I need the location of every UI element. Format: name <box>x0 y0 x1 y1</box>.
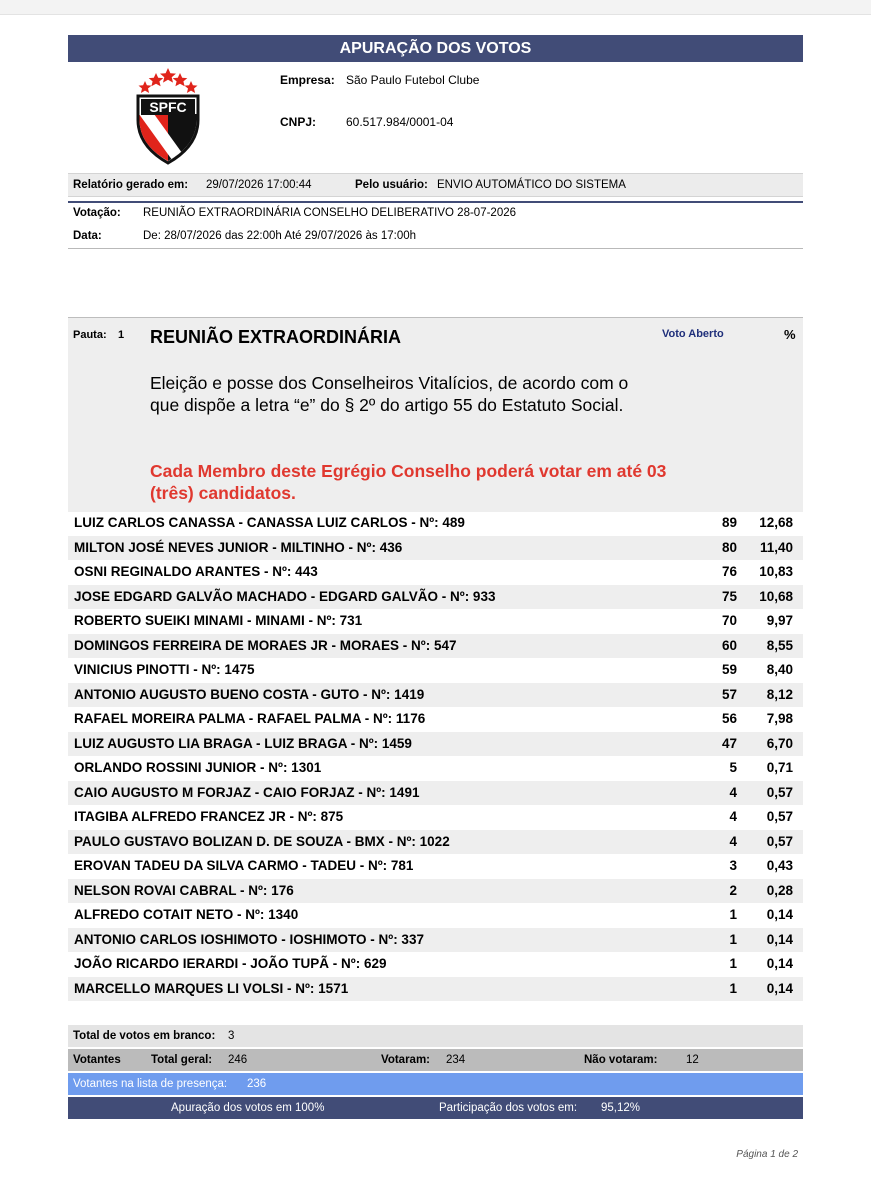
candidate-name: ALFREDO COTAIT NETO - Nº: 1340 <box>74 907 299 922</box>
logo-text: SPFC <box>149 99 187 115</box>
star-icon <box>185 81 198 93</box>
presence-list-row <box>68 1073 803 1095</box>
votantes-row <box>68 1049 803 1071</box>
candidate-votes: 5 <box>729 760 737 775</box>
report-info-bar <box>68 173 803 197</box>
candidate-percent: 9,97 <box>766 613 793 628</box>
candidate-row <box>68 805 803 830</box>
candidate-percent: 8,12 <box>766 686 793 702</box>
user-label: Pelo usuário: <box>355 179 428 191</box>
candidate-row <box>68 683 803 708</box>
candidate-votes: 4 <box>729 809 737 824</box>
company-value: São Paulo Futebol Clube <box>346 73 480 87</box>
votantes-label: Votantes <box>73 1054 121 1066</box>
pauta-number: 1 <box>118 329 125 341</box>
candidate-row <box>68 928 803 953</box>
star-icon <box>173 73 188 86</box>
candidate-name: MARCELLO MARQUES LI VOLSI - Nº: 1571 <box>74 980 349 996</box>
candidate-name: MILTON JOSÉ NEVES JUNIOR - MILTINHO - Nº: 436 <box>74 539 403 555</box>
votacao-row <box>73 207 516 219</box>
total-value: 246 <box>228 1054 248 1066</box>
pauta-section <box>68 317 803 512</box>
participacao-label: Participação dos votos em: <box>439 1102 578 1114</box>
candidate-percent: 6,70 <box>766 735 793 751</box>
presenca-value: 236 <box>247 1078 267 1090</box>
candidate-name: ORLANDO ROSSINI JUNIOR - Nº: 1301 <box>74 760 322 775</box>
candidate-votes: 57 <box>721 686 737 702</box>
candidate-votes: 56 <box>721 711 737 726</box>
company-label: Empresa: <box>280 73 335 87</box>
candidate-percent: 12,68 <box>759 515 793 530</box>
candidate-percent: 10,83 <box>759 564 793 579</box>
candidate-percent: 0,57 <box>766 833 793 849</box>
candidate-percent: 0,14 <box>766 931 793 947</box>
votaram-value: 234 <box>446 1054 466 1066</box>
report-title: APURAÇÃO DOS VOTOS <box>68 35 803 62</box>
candidate-row <box>68 536 803 561</box>
candidate-percent: 0,43 <box>766 858 793 873</box>
candidate-votes: 3 <box>729 858 737 873</box>
star-icon <box>149 73 164 86</box>
blank-label: Total de votos em branco: <box>73 1030 216 1042</box>
candidate-name: ROBERTO SUEIKI MINAMI - MINAMI - Nº: 731 <box>74 613 363 628</box>
participacao-value: 95,12% <box>601 1102 641 1114</box>
candidate-row <box>68 903 803 928</box>
cnpj-value: 60.517.984/0001-04 <box>346 115 454 129</box>
star-icon <box>160 68 176 83</box>
candidate-name: PAULO GUSTAVO BOLIZAN D. DE SOUZA - BMX - Nº: 1022 <box>74 833 450 849</box>
nao-votaram-label: Não votaram: <box>584 1054 658 1066</box>
candidate-row <box>68 756 803 781</box>
candidate-votes: 1 <box>729 931 737 947</box>
candidate-name: VINICIUS PINOTTI - Nº: 1475 <box>74 662 255 677</box>
pauta-title: REUNIÃO EXTRAORDINÁRIA <box>150 327 402 347</box>
candidate-votes: 80 <box>721 539 737 555</box>
candidate-row <box>68 634 803 659</box>
pauta-note: Cada Membro deste Egrégio Conselho poderá votar em até 03 (três) candidatos. <box>150 461 667 503</box>
data-value: De: 28/07/2026 das 22:00h Até 29/07/2026 às 17:00h <box>143 230 417 242</box>
candidate-votes: 4 <box>729 784 737 800</box>
candidate-row <box>68 781 803 806</box>
candidate-votes: 89 <box>721 515 737 530</box>
candidate-name: DOMINGOS FERREIRA DE MORAES JR - MORAES - Nº: 547 <box>74 637 457 653</box>
candidate-votes: 2 <box>729 882 737 898</box>
data-label: Data: <box>73 230 102 242</box>
candidate-name: ANTONIO AUGUSTO BUENO COSTA - GUTO - Nº: 1419 <box>74 686 425 702</box>
candidate-name: JOSE EDGARD GALVÃO MACHADO - EDGARD GALVÃO - Nº: 933 <box>74 588 496 604</box>
candidate-row <box>68 952 803 977</box>
candidate-row <box>68 830 803 855</box>
candidate-percent: 0,57 <box>766 784 793 800</box>
candidate-row <box>68 879 803 904</box>
candidate-percent: 0,57 <box>766 809 793 824</box>
candidate-row <box>68 585 803 610</box>
candidate-name: RAFAEL MOREIRA PALMA - RAFAEL PALMA - Nº: 1176 <box>74 711 426 726</box>
candidate-row <box>68 560 803 585</box>
votaram-label: Votaram: <box>381 1054 430 1066</box>
candidate-name: EROVAN TADEU DA SILVA CARMO - TADEU - Nº: 781 <box>74 858 414 873</box>
generated-value: 29/07/2026 17:00:44 <box>206 179 312 191</box>
candidate-name: LUIZ CARLOS CANASSA - CANASSA LUIZ CARLOS - Nº: 489 <box>74 515 465 530</box>
total-label: Total geral: <box>151 1054 213 1066</box>
generated-label: Relatório gerado em: <box>73 179 189 191</box>
candidate-row <box>68 732 803 757</box>
page-number: Página 1 de 2 <box>736 1149 798 1160</box>
candidate-percent: 7,98 <box>766 711 793 726</box>
candidate-percent: 11,40 <box>759 539 793 555</box>
candidate-name: CAIO AUGUSTO M FORJAZ - CAIO FORJAZ - Nº: 1491 <box>74 784 420 800</box>
percent-header: % <box>784 327 796 342</box>
candidate-votes: 70 <box>721 613 737 628</box>
candidate-name: OSNI REGINALDO ARANTES - Nº: 443 <box>74 564 318 579</box>
blank-value: 3 <box>228 1030 235 1042</box>
data-row <box>73 230 416 242</box>
blank-votes-row <box>68 1025 803 1047</box>
presenca-label: Votantes na lista de presença: <box>73 1078 228 1090</box>
candidate-row <box>68 854 803 879</box>
candidate-percent: 0,71 <box>766 760 793 775</box>
candidate-name: NELSON ROVAI CABRAL - Nº: 176 <box>74 882 294 898</box>
candidate-votes: 47 <box>721 735 737 751</box>
candidate-votes: 75 <box>721 588 737 604</box>
candidate-votes: 76 <box>721 564 737 579</box>
candidate-row <box>68 609 803 634</box>
apuracao-row <box>68 1097 803 1119</box>
candidate-row <box>68 707 803 732</box>
divider <box>68 201 803 203</box>
candidate-votes: 1 <box>729 980 737 996</box>
candidate-row <box>68 977 803 1002</box>
vote-type: Voto Aberto <box>662 328 724 340</box>
candidate-row <box>68 511 803 536</box>
candidate-percent: 0,14 <box>766 980 793 996</box>
page-top-edge <box>0 0 871 15</box>
pauta-description: Eleição e posse dos Conselheiros Vitalícios, de acordo com o que dispõe a letra “e” do § 2º do artigo 55 do Estatuto Social. <box>150 373 629 415</box>
star-icon <box>139 81 152 93</box>
candidate-percent: 8,40 <box>766 662 793 677</box>
apuracao-label: Apuração dos votos em 100% <box>171 1102 325 1114</box>
candidate-name: LUIZ AUGUSTO LIA BRAGA - LUIZ BRAGA - Nº: 1459 <box>74 735 412 751</box>
votacao-label: Votação: <box>73 207 121 219</box>
votacao-value: REUNIÃO EXTRAORDINÁRIA CONSELHO DELIBERATIVO 28-07-2026 <box>143 207 517 219</box>
candidate-list <box>68 511 803 1001</box>
candidate-votes: 59 <box>721 662 737 677</box>
nao-votaram-value: 12 <box>686 1054 699 1066</box>
candidate-name: JOÃO RICARDO IERARDI - JOÃO TUPÃ - Nº: 629 <box>74 956 387 971</box>
candidate-name: ANTONIO CARLOS IOSHIMOTO - IOSHIMOTO - Nº: 337 <box>74 931 424 947</box>
candidate-percent: 0,14 <box>766 907 793 922</box>
candidate-votes: 60 <box>721 637 737 653</box>
candidate-percent: 0,28 <box>766 882 793 898</box>
candidate-percent: 8,55 <box>766 637 793 653</box>
candidate-votes: 1 <box>729 956 737 971</box>
divider <box>68 248 803 249</box>
candidate-name: ITAGIBA ALFREDO FRANCEZ JR - Nº: 875 <box>74 809 344 824</box>
cnpj-label: CNPJ: <box>280 115 317 129</box>
pauta-label: Pauta: <box>73 329 107 341</box>
user-value: ENVIO AUTOMÁTICO DO SISTEMA <box>437 179 626 191</box>
spfc-logo <box>130 68 206 166</box>
candidate-percent: 10,68 <box>759 588 793 604</box>
candidate-percent: 0,14 <box>766 956 793 971</box>
candidate-row <box>68 658 803 683</box>
candidate-votes: 4 <box>729 833 737 849</box>
candidate-votes: 1 <box>729 907 737 922</box>
